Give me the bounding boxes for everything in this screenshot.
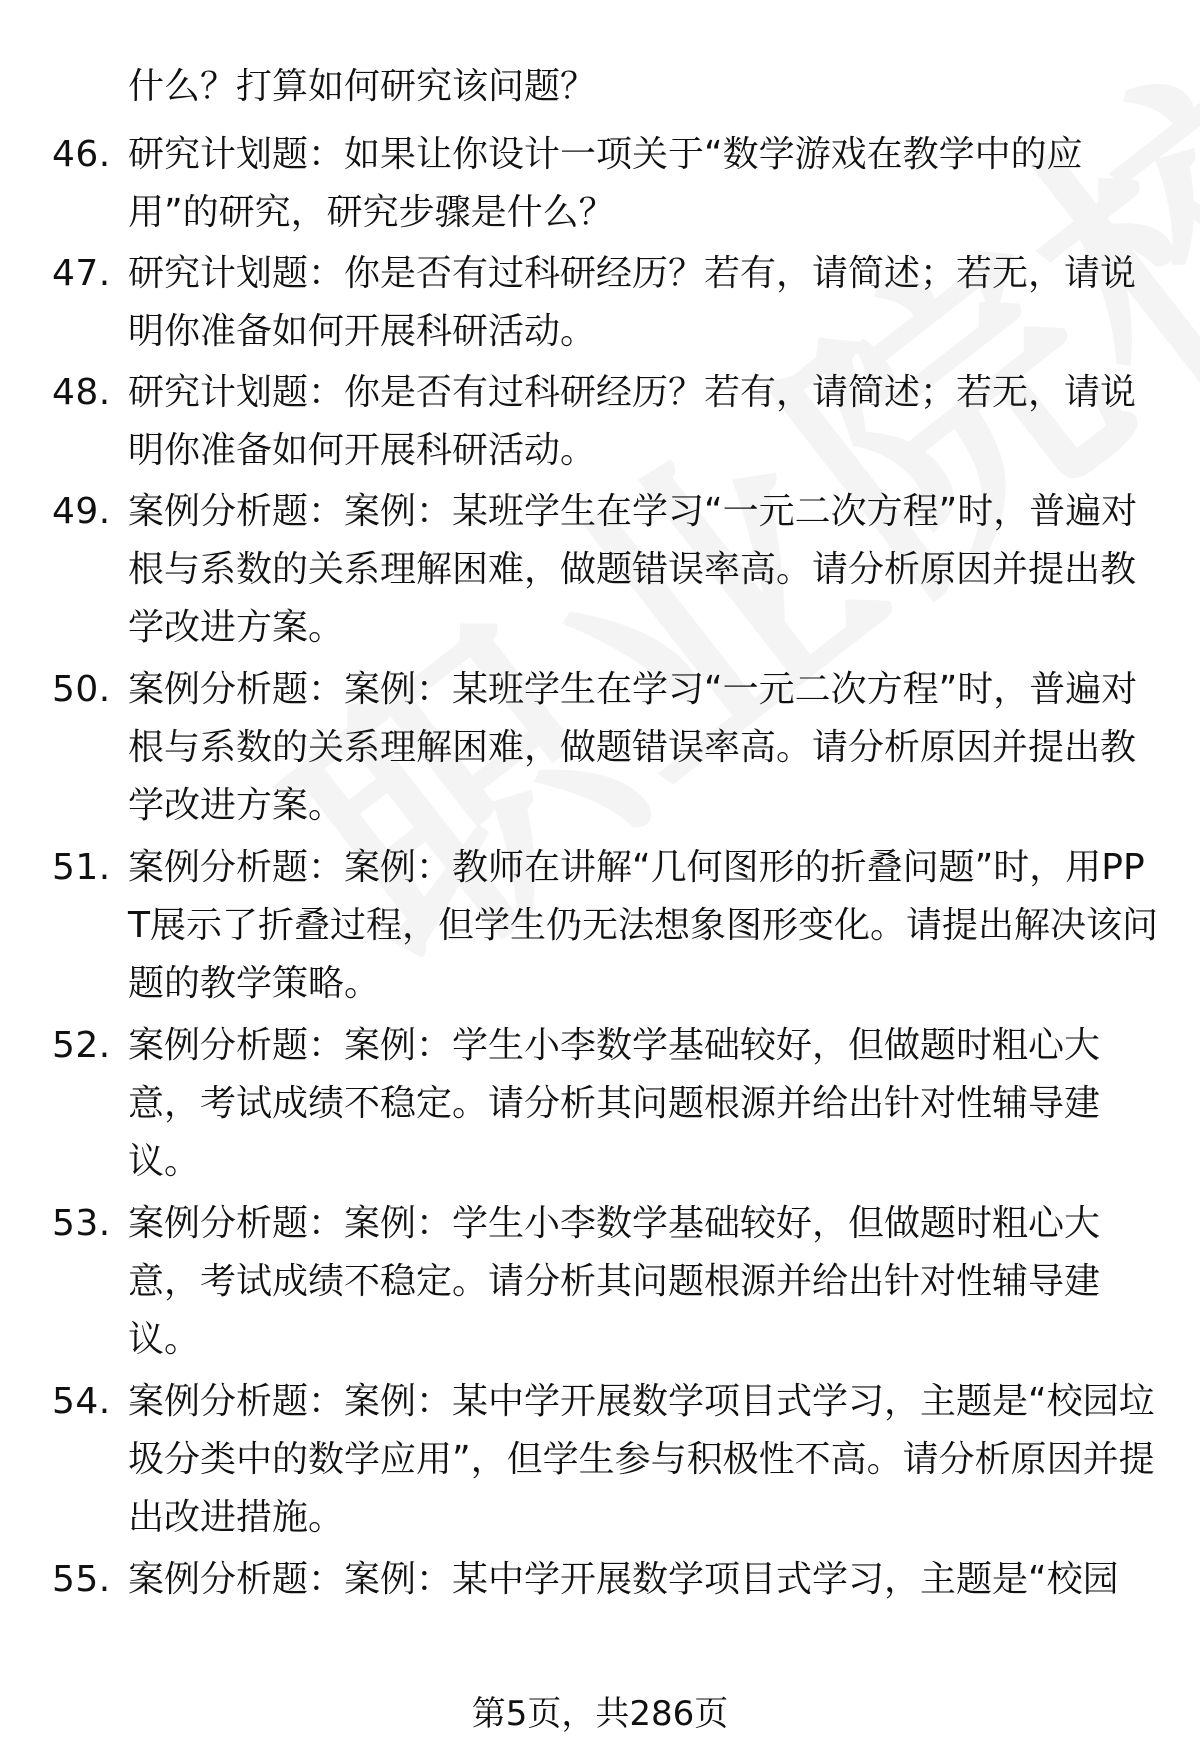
question-text: 案例分析题：案例：某班学生在学习“一元二次方程”时，普遍对根与系数的关系理解困难，做题错误率高。请分析原因并提出教学改进方案。	[128, 491, 1138, 648]
question-number: 46.	[52, 134, 111, 175]
question-number: 54.	[52, 1381, 111, 1422]
question-number: 52.	[52, 1025, 111, 1066]
question-text: 案例分析题：案例：某中学开展数学项目式学习，主题是“校园垃圾分类中的数学应用”，但学生参与积极性不高。请分析原因并提出改进措施。	[128, 1381, 1155, 1538]
question-number: 47.	[52, 253, 111, 294]
question-number: 48.	[52, 372, 111, 413]
question-number: 51.	[52, 847, 111, 888]
question-text: 研究计划题：如果让你设计一项关于“数学游戏在教学中的应用”的研究，研究步骤是什么？	[128, 134, 1083, 233]
question-continuation-text: 什么？打算如何研究该问题？	[128, 66, 597, 107]
page-footer: 第5页，共286页	[471, 1694, 729, 1734]
question-text: 案例分析题：案例：教师在讲解“几何图形的折叠问题”时，用PPT展示了折叠过程，但学生仍无法想象图形变化。请提出解决该问题的教学策略。	[128, 847, 1158, 1004]
question-text: 研究计划题：你是否有过科研经历？若有，请简述；若无，请说明你准备如何开展科研活动。	[128, 253, 1137, 352]
question-number: 49.	[52, 491, 111, 532]
question-text: 案例分析题：案例：学生小李数学基础较好，但做题时粗心大意，考试成绩不稳定。请分析其问题根源并给出针对性辅导建议。	[128, 1203, 1101, 1360]
question-number: 53.	[52, 1203, 111, 1244]
question-number: 55.	[52, 1559, 111, 1600]
question-text: 案例分析题：案例：某中学开展数学项目式学习，主题是“校园	[128, 1559, 1119, 1600]
question-text: 案例分析题：案例：学生小李数学基础较好，但做题时粗心大意，考试成绩不稳定。请分析其问题根源并给出针对性辅导建议。	[128, 1025, 1101, 1182]
question-text: 研究计划题：你是否有过科研经历？若有，请简述；若无，请说明你准备如何开展科研活动。	[128, 372, 1137, 471]
question-text: 案例分析题：案例：某班学生在学习“一元二次方程”时，普遍对根与系数的关系理解困难，做题错误率高。请分析原因并提出教学改进方案。	[128, 669, 1138, 826]
question-number: 50.	[52, 669, 111, 710]
